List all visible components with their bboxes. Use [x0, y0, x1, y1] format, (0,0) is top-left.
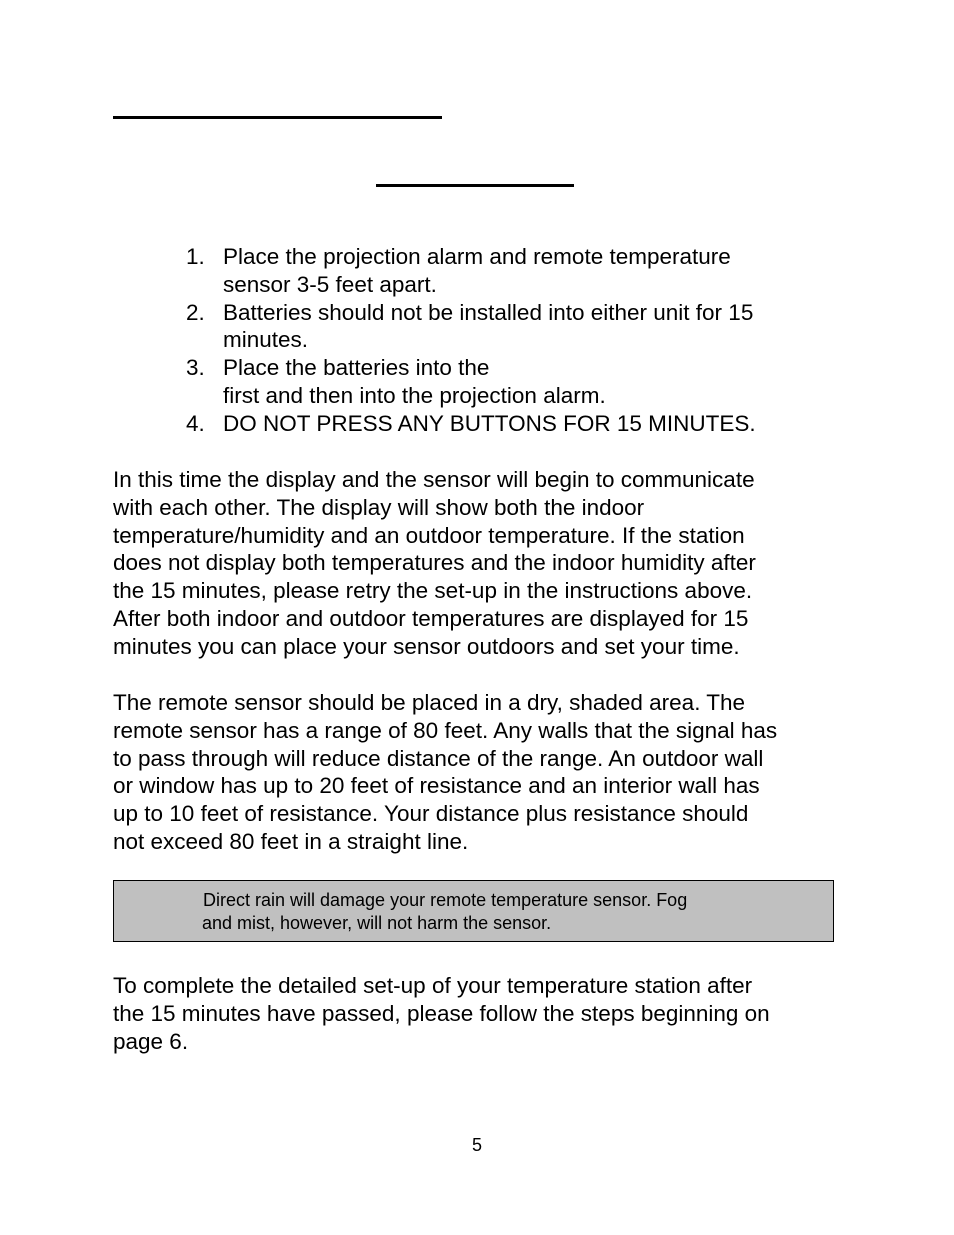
step-text-line: DO NOT PRESS ANY BUTTONS FOR 15 MINUTES.	[223, 410, 756, 436]
paragraph-line: In this time the display and the sensor will begin to communicate	[113, 467, 755, 492]
step-number: 1.	[186, 244, 205, 269]
placement-paragraph	[113, 689, 853, 856]
step-text-line: Place the projection alarm and remote temperature	[223, 244, 731, 269]
step-number: 4.	[186, 410, 205, 436]
step-text-line: sensor 3-5 feet apart.	[223, 271, 437, 297]
rain-warning-note	[113, 880, 834, 942]
paragraph-line: not exceed 80 feet in a straight line.	[113, 828, 469, 854]
step-number: 2.	[186, 299, 205, 325]
paragraph-line: temperature/humidity and an outdoor temperature. If the station	[113, 522, 745, 548]
paragraph-line: the 15 minutes, please retry the set-up in the instructions above.	[113, 578, 753, 604]
paragraph-line: The remote sensor should be placed in a dry, shaded area. The	[113, 690, 746, 715]
heading-underline-rule	[113, 116, 442, 119]
setup-step-1	[182, 243, 822, 299]
paragraph-line: the 15 minutes have passed, please follow the steps beginning on	[113, 1000, 770, 1026]
paragraph-line: minutes you can place your sensor outdoors and set your time.	[113, 633, 740, 659]
setup-step-4	[182, 410, 822, 438]
step-text-line: Batteries should not be installed into either unit for 15	[223, 299, 754, 325]
completion-paragraph	[113, 972, 853, 1055]
subheading-underline-rule	[376, 184, 574, 187]
paragraph-line: To complete the detailed set-up of your temperature station after	[113, 973, 753, 998]
setup-step-2	[182, 299, 822, 355]
paragraph-line: up to 10 feet of resistance. Your distance plus resistance should	[113, 801, 749, 827]
page-number: 5	[471, 1135, 482, 1155]
paragraph-line: to pass through will reduce distance of the range. An outdoor wall	[113, 745, 764, 771]
step-number: 3.	[186, 355, 205, 381]
communication-paragraph	[113, 466, 853, 661]
paragraph-line: with each other. The display will show both the indoor	[113, 494, 645, 520]
note-text-line: and mist, however, will not harm the sensor.	[202, 913, 552, 933]
paragraph-line: After both indoor and outdoor temperatures are displayed for 15	[113, 605, 749, 631]
paragraph-line: or window has up to 20 feet of resistance and an interior wall has	[113, 773, 760, 799]
setup-step-3	[182, 354, 822, 410]
paragraph-line: does not display both temperatures and the indoor humidity after	[113, 550, 756, 576]
note-text-line: Direct rain will damage your remote temperature sensor. Fog	[203, 890, 688, 910]
setup-steps-list	[182, 243, 822, 438]
step-text-line: Place the batteries into the	[223, 355, 490, 381]
paragraph-line: remote sensor has a range of 80 feet. Any walls that the signal has	[113, 717, 778, 743]
step-text-line: minutes.	[223, 327, 309, 353]
step-text-line: first and then into the projection alarm.	[223, 382, 606, 408]
paragraph-line: page 6.	[113, 1028, 189, 1054]
